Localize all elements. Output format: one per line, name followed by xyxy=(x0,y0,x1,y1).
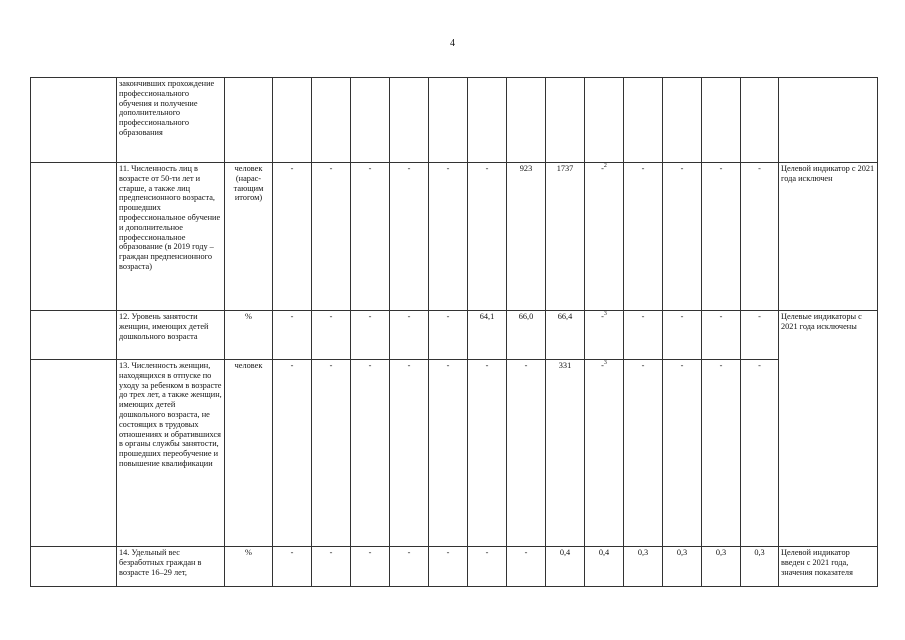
unit-cell: человек xyxy=(225,360,273,547)
value-cell: - xyxy=(312,547,351,587)
value-cell xyxy=(273,78,312,163)
value-cell: - xyxy=(741,311,779,360)
value-cell: - xyxy=(312,360,351,547)
value-cell: - xyxy=(351,311,390,360)
page-number: 4 xyxy=(450,38,455,49)
value-cell xyxy=(663,78,702,163)
value-cell: - xyxy=(663,311,702,360)
indicator-name: закончивших прохождение профессионального обучения и получение дополнительного профессионального образования xyxy=(117,78,225,163)
value-cell: - xyxy=(663,163,702,311)
value-cell xyxy=(429,78,468,163)
value-cell: 0,3 xyxy=(702,547,741,587)
value-cell: - xyxy=(351,547,390,587)
value-cell: - xyxy=(273,547,312,587)
table-row xyxy=(31,547,878,587)
value-cell xyxy=(351,78,390,163)
value-cell: 0,4 xyxy=(585,547,624,587)
value-cell: - xyxy=(624,311,663,360)
value-cell xyxy=(546,78,585,163)
value-cell: 1737 xyxy=(546,163,585,311)
value-cell: - xyxy=(702,360,741,547)
value-cell: - xyxy=(429,163,468,311)
value-cell: - xyxy=(351,163,390,311)
value-cell: 66,0 xyxy=(507,311,546,360)
note-cell: Целевой индикатор введен с 2021 года, значения показателя xyxy=(779,547,878,587)
note-cell xyxy=(779,78,878,163)
value-cell: - xyxy=(663,360,702,547)
value-cell: - xyxy=(390,547,429,587)
table-row xyxy=(31,311,878,360)
value-cell: - xyxy=(741,360,779,547)
value-cell: - xyxy=(702,311,741,360)
value-cell: -$^3$ xyxy=(585,311,624,360)
indicator-name: 11. Численность лиц в возрасте от 50-ти лет и старше, а также лиц предпенсионного возраста, прошедших профессиональное обучение и дополнительное профессиональное образование (в 2019 году – граждан предпенсионного возраста) xyxy=(117,163,225,311)
value-cell: 64,1 xyxy=(468,311,507,360)
empty-cell xyxy=(31,163,117,311)
value-cell xyxy=(312,78,351,163)
footnote-mark: 3 xyxy=(603,360,607,367)
value-cell: - xyxy=(390,360,429,547)
table-row xyxy=(31,78,878,163)
value-cell: - xyxy=(624,163,663,311)
footnote-mark: 3 xyxy=(603,311,607,318)
empty-cell xyxy=(31,360,117,547)
value-cell: 0,3 xyxy=(624,547,663,587)
value-cell: - xyxy=(273,311,312,360)
value-cell: - xyxy=(312,163,351,311)
empty-cell xyxy=(31,311,117,360)
indicator-name: 14. Удельный вес безработных граждан в возрасте 16–29 лет, xyxy=(117,547,225,587)
empty-cell xyxy=(31,78,117,163)
value-cell: - xyxy=(390,163,429,311)
unit-cell: % xyxy=(225,547,273,587)
value-cell: - xyxy=(429,547,468,587)
value-cell xyxy=(468,78,507,163)
value-cell xyxy=(507,78,546,163)
value-cell: - xyxy=(312,311,351,360)
value-cell: - xyxy=(468,163,507,311)
value-cell xyxy=(741,78,779,163)
note-cell: Целевые индикаторы с 2021 года исключены xyxy=(779,311,878,547)
value-cell: - xyxy=(468,360,507,547)
value-cell: 0,4 xyxy=(546,547,585,587)
value-cell: - xyxy=(429,360,468,547)
value-cell: - xyxy=(507,547,546,587)
value-cell: 0,3 xyxy=(663,547,702,587)
indicator-name: 13. Численность женщин, находящихся в отпуске по уходу за ребенком в возрасте до трех лет, а также женщин, имеющих детей дошкольного возраста, не состоящих в трудовых отношениях и обратившихся в органы службы занятости, прошедших переобучение и повышение квалификации xyxy=(117,360,225,547)
value-cell xyxy=(390,78,429,163)
value-cell: 923 xyxy=(507,163,546,311)
value-cell: 331 xyxy=(546,360,585,547)
value-cell: - xyxy=(702,163,741,311)
unit-cell: % xyxy=(225,311,273,360)
table-row xyxy=(31,360,878,547)
footnote-mark: 2 xyxy=(603,163,607,170)
value-cell: 0,3 xyxy=(741,547,779,587)
value-cell xyxy=(624,78,663,163)
unit-cell xyxy=(225,78,273,163)
note-cell: Целевой индикатор с 2021 года исключен xyxy=(779,163,878,311)
value-cell xyxy=(702,78,741,163)
value-cell: - xyxy=(507,360,546,547)
value-cell: 66,4 xyxy=(546,311,585,360)
table-row xyxy=(31,163,878,311)
value-cell: - xyxy=(741,163,779,311)
value-cell: -$^3$ xyxy=(585,360,624,547)
value-cell: - xyxy=(624,360,663,547)
empty-cell xyxy=(31,547,117,587)
value-cell: - xyxy=(468,547,507,587)
indicator-table xyxy=(30,77,878,587)
value-cell: - xyxy=(429,311,468,360)
indicator-name: 12. Уровень занятости женщин, имеющих детей дошкольного возраста xyxy=(117,311,225,360)
value-cell: - xyxy=(390,311,429,360)
value-cell: - xyxy=(273,360,312,547)
unit-cell: человек (нарас-тающим итогом) xyxy=(225,163,273,311)
value-cell xyxy=(585,78,624,163)
value-cell: - xyxy=(351,360,390,547)
value-cell: - xyxy=(273,163,312,311)
value-cell: -$^2$ xyxy=(585,163,624,311)
